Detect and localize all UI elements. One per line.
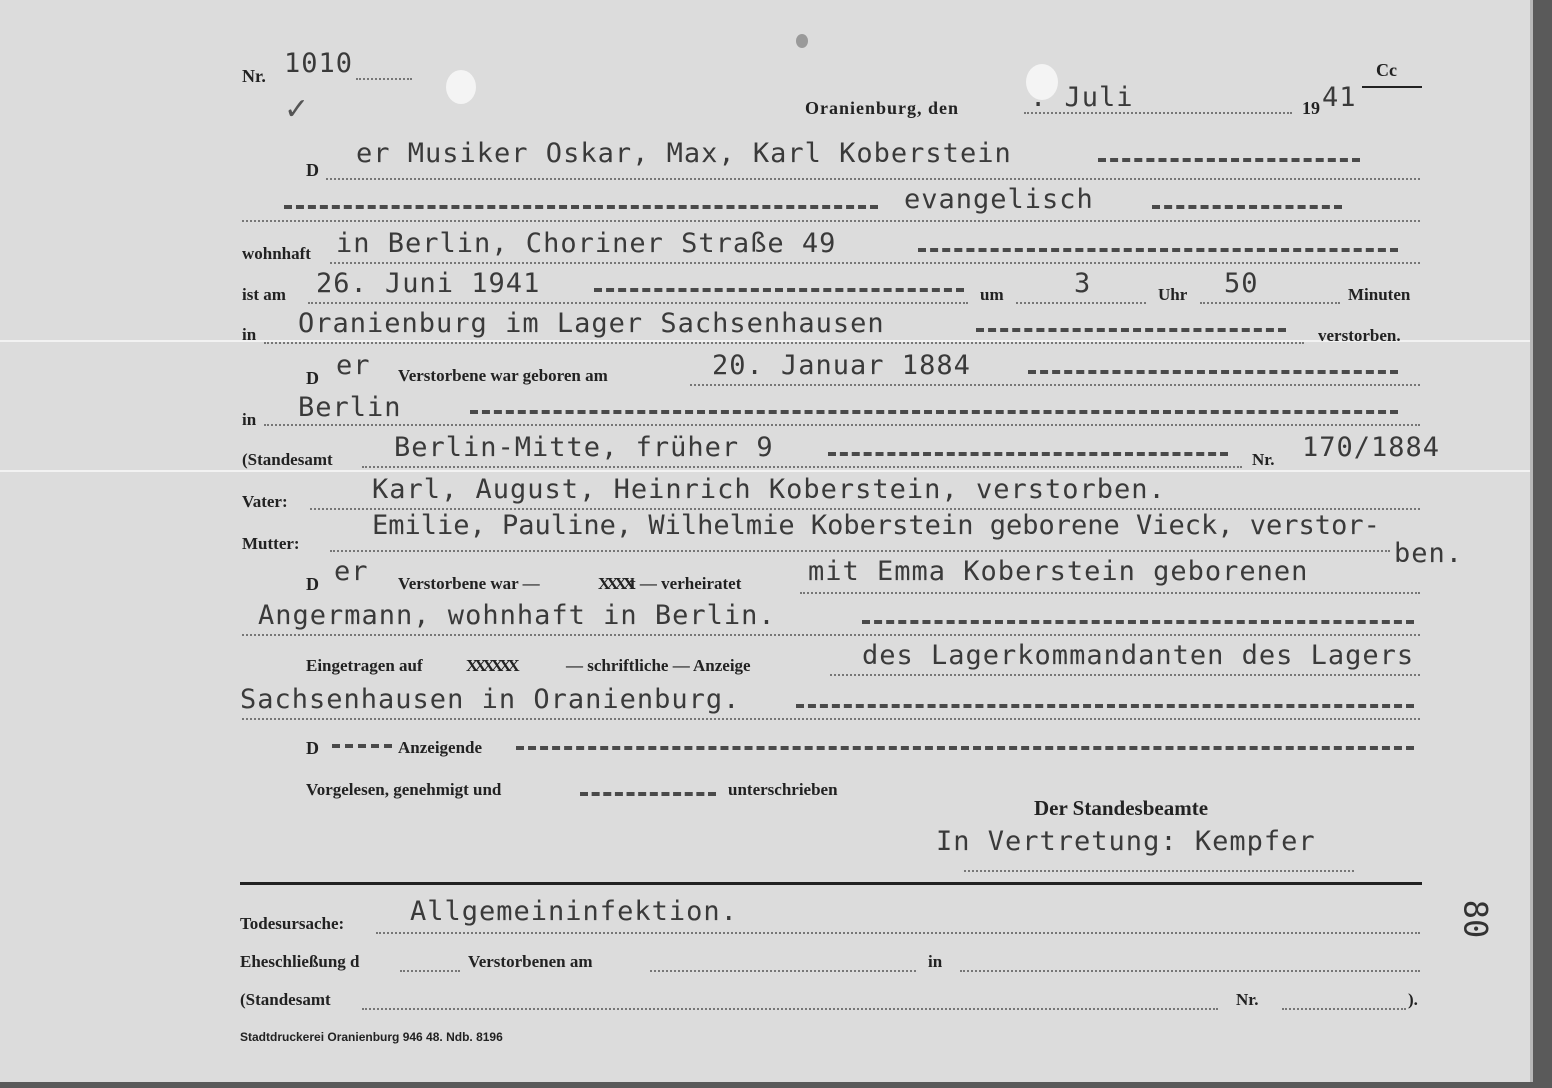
died-word: verstorben. [1318, 326, 1401, 345]
dash-filler [332, 744, 392, 748]
dotted-line [1200, 302, 1340, 304]
marriage-date-label: Verstorbenen am [468, 952, 593, 971]
struck-out-text: XXXXXX [466, 656, 516, 675]
marriage-place-label: in [928, 952, 943, 971]
dash-filler [594, 288, 964, 292]
dash-filler [1098, 158, 1360, 162]
section-divider [240, 882, 1422, 885]
religion: evangelisch [904, 184, 1094, 215]
dotted-line [264, 424, 1420, 426]
dotted-line [242, 220, 1420, 222]
registrar-title: Der Standesbeamte [1034, 796, 1209, 820]
dotted-line [356, 78, 412, 80]
dotted-line [650, 970, 916, 972]
dotted-line [362, 466, 1242, 468]
mother-name-continued: ben. [1394, 538, 1464, 569]
registrar-signature: In Vertretung: Kempfer [936, 826, 1316, 857]
dotted-line [1282, 1008, 1406, 1010]
dotted-line [690, 384, 1420, 386]
register-number: 1010 [284, 48, 354, 79]
dotted-line [308, 302, 968, 304]
dotted-line [330, 262, 1420, 264]
place-label: in [242, 325, 257, 344]
dash-filler [828, 452, 1228, 456]
punch-hole [446, 70, 476, 104]
dash-filler [1152, 205, 1342, 209]
residence: in Berlin, Choriner Straße 49 [336, 228, 837, 259]
death-date-label: ist am [242, 285, 286, 304]
dotted-line [326, 178, 1420, 180]
residence-label: wohnhaft [242, 244, 311, 263]
marital-label: Verstorbene war — [398, 574, 540, 593]
registry-label: (Standesamt [242, 450, 333, 469]
birthplace-label: in [242, 410, 257, 429]
dotted-line [800, 592, 1420, 594]
time-label: um [980, 285, 1004, 304]
code-underline [1362, 86, 1422, 88]
dash-filler [284, 205, 878, 209]
dotted-line [242, 634, 1420, 636]
salutation-letter: D [306, 368, 319, 388]
dotted-line [362, 1008, 1218, 1010]
dash-filler [516, 746, 1414, 750]
salutation-letter: D [306, 160, 319, 180]
dash-filler [1028, 370, 1398, 374]
dotted-line [376, 932, 1420, 934]
checkmark-icon: ✓ [284, 92, 310, 127]
mother-label: Mutter: [242, 534, 300, 553]
read-approved-label: Vorgelesen, genehmigt und [306, 780, 502, 799]
cause-of-death-label: Todesursache: [240, 914, 345, 933]
gender-suffix: er [336, 350, 371, 381]
dotted-line [830, 674, 1420, 676]
spouse: mit Emma Koberstein geborenen [808, 556, 1309, 587]
year-prefix: 19 [1302, 98, 1320, 118]
printer-imprint: Stadtdruckerei Oranienburg 946 48. Ndb. 8196 [240, 1030, 503, 1044]
dotted-line [1024, 112, 1292, 114]
birth-date: 20. Januar 1884 [712, 350, 971, 381]
salutation-letter: D [306, 738, 319, 758]
registration-source-continued: Sachsenhausen in Oranienburg. [240, 684, 741, 715]
marriage-label: Eheschließung d [240, 952, 360, 971]
death-place: Oranienburg im Lager Sachsenhausen [298, 308, 885, 339]
birth-nr: 170/1884 [1302, 432, 1441, 463]
dash-filler [470, 410, 1398, 414]
registration-source: des Lagerkommandanten des Lagers [862, 640, 1415, 671]
dotted-line [964, 870, 1354, 872]
dotted-line [1016, 302, 1146, 304]
dotted-line [242, 718, 1420, 720]
date-value: . Juli [1030, 82, 1134, 113]
deceased-name: er Musiker Oskar, Max, Karl Koberstein [356, 138, 1012, 169]
register-number-label: Nr. [242, 66, 266, 86]
death-minute: 50 [1224, 268, 1259, 299]
year-value: 41 [1322, 82, 1357, 113]
footer-nr-label: Nr. [1236, 990, 1259, 1009]
informant-label: Anzeigende [398, 738, 483, 757]
dotted-line [264, 342, 1304, 344]
birth-registry: Berlin-Mitte, früher 9 [394, 432, 774, 463]
registration-label-suffix: — schriftliche — Anzeige [566, 656, 751, 675]
register-code: Cc [1376, 60, 1397, 80]
salutation-letter: D [306, 574, 319, 594]
dash-filler [918, 248, 1398, 252]
father-label: Vater: [242, 492, 288, 511]
struck-out-text: XXXX [598, 574, 632, 593]
footer-registry-label: (Standesamt [240, 990, 331, 1009]
birthplace: Berlin [298, 392, 402, 423]
dash-filler [580, 792, 716, 796]
place-date-label: Oranienburg, den [805, 98, 960, 118]
dotted-line [960, 970, 1420, 972]
birth-label: Verstorbene war geboren am [398, 366, 608, 385]
dash-filler [796, 704, 1414, 708]
dash-filler [976, 328, 1286, 332]
minutes-label: Minuten [1348, 285, 1411, 304]
registration-label: Eingetragen auf [306, 656, 423, 675]
signed-label: unterschrieben [728, 780, 838, 799]
dotted-line [400, 970, 460, 972]
footer-close-paren: ). [1408, 990, 1418, 1009]
cause-of-death: Allgemeininfektion. [410, 896, 738, 927]
death-date: 26. Juni 1941 [316, 268, 541, 299]
dotted-line [330, 550, 1390, 552]
birth-nr-label: Nr. [1252, 450, 1275, 469]
death-hour: 3 [1074, 268, 1092, 299]
spouse-continued: Angermann, wohnhaft in Berlin. [258, 600, 776, 631]
ink-spot [796, 34, 808, 48]
mother-name: Emilie, Pauline, Wilhelmie Koberstein geborene Vieck, verstor- [372, 510, 1380, 541]
marital-label-suffix: t — verheiratet [630, 574, 742, 593]
gender-suffix: er [334, 556, 369, 587]
father-name: Karl, August, Heinrich Koberstein, verstorben. [372, 474, 1166, 505]
side-number: 80 [1456, 899, 1495, 939]
scan-line [0, 470, 1530, 472]
dash-filler [862, 620, 1414, 624]
hour-label: Uhr [1158, 285, 1188, 304]
